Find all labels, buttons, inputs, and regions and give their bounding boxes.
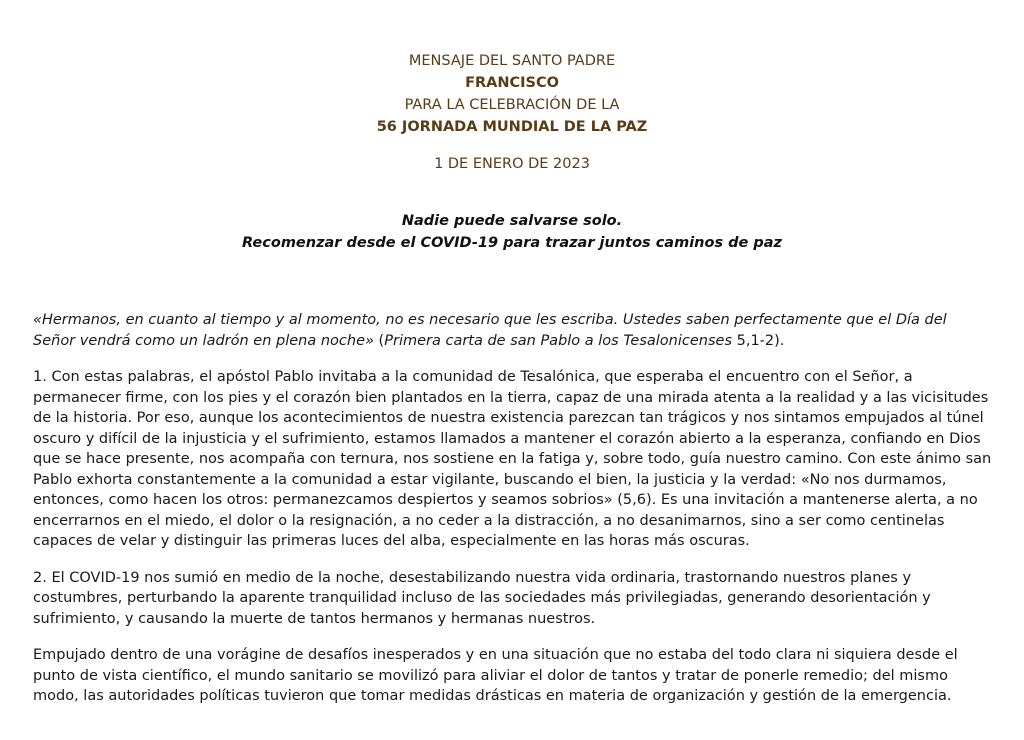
paragraph-3: Empujado dentro de una vorágine de desafíos inesperados y en una situación que no estaba del todo clara ni siquiera desde el punto de vista científico, el mundo sanitario se movilizó para aliviar el dolor de tantos y tratar de ponerle remedio; del mismo modo, las autoridades políticas tuvieron que tomar medidas drásticas en materia de organización y gestión de la emergencia. (33, 647, 958, 704)
epigraph-source: Primera carta de san Pablo a los Tesalonicenses (384, 332, 733, 349)
title-line-2: Recomenzar desde el COVID-19 para trazar juntos caminos de paz (241, 235, 782, 251)
header-line-message: MENSAJE DEL SANTO PADRE (408, 53, 616, 69)
document-body (33, 310, 993, 723)
header-line-celebration: PARA LA CELEBRACIÓN DE LA (404, 97, 620, 113)
header-date: 1 DE ENERO DE 2023 (434, 156, 590, 172)
paragraph-1: 1. Con estas palabras, el apóstol Pablo invitaba a la comunidad de Tesalónica, que esperaba el encuentro con el Señor, a permanecer firme, con los pies y el corazón bien plantados en la tierra, capaz de una mirada atenta a la realidad y a las vicisitudes de la historia. Por eso, aunque los acontecimientos de nuestra existencia parezcan tan trágicos y nos sintamos empujados al túnel oscuro y difícil de la injusticia y el sufrimiento, estamos llamados a mantener el corazón abierto a la esperanza, confiando en Dios que se hace presente, nos acompaña con ternura, nos sostiene en la fatiga y, sobre todo, guía nuestro camino. Con este ánimo san Pablo exhorta constantemente a la comunidad a estar vigilante, buscando el bien, la justicia y la verdad: «No nos durmamos, entonces, como hacen los otros: permanezcamos despiertos y seamos sobrios» (5,6). Es una invitación a mantenerse alerta, a no encerrarnos en el miedo, el dolor o la resignación, a no ceder a la distracción, a no desanimarnos, sino a ser como centinelas capaces de velar y distinguir las primeras luces del alba, especialmente en las horas más oscuras. (33, 369, 992, 549)
title-line-1: Nadie puede salvarse solo. (401, 213, 623, 229)
message-header (0, 50, 1024, 175)
epigraph-paragraph (33, 310, 993, 351)
header-line-pope-name: FRANCISCO (465, 75, 559, 91)
epigraph-open: ( (373, 332, 385, 349)
document-title (0, 210, 1024, 254)
epigraph-ref: 5,1-2). (732, 332, 785, 349)
paragraph-2: 2. El COVID-19 nos sumió en medio de la noche, desestabilizando nuestra vida ordinaria, trastornando nuestros planes y costumbres, perturbando la aparente tranquilidad incluso de las sociedades más privilegiadas, generando desorientación y sufrimiento, y causando la muerte de tantos hermanos y hermanas nuestros. (33, 569, 931, 627)
header-line-event: 56 JORNADA MUNDIAL DE LA PAZ (376, 119, 648, 135)
epigraph-quote: «Hermanos, en cuanto al tiempo y al momento, no es necesario que les escriba. Ustedes saben perfectamente que el Día del Señor vendrá como un ladrón en plena noche» (33, 312, 947, 349)
